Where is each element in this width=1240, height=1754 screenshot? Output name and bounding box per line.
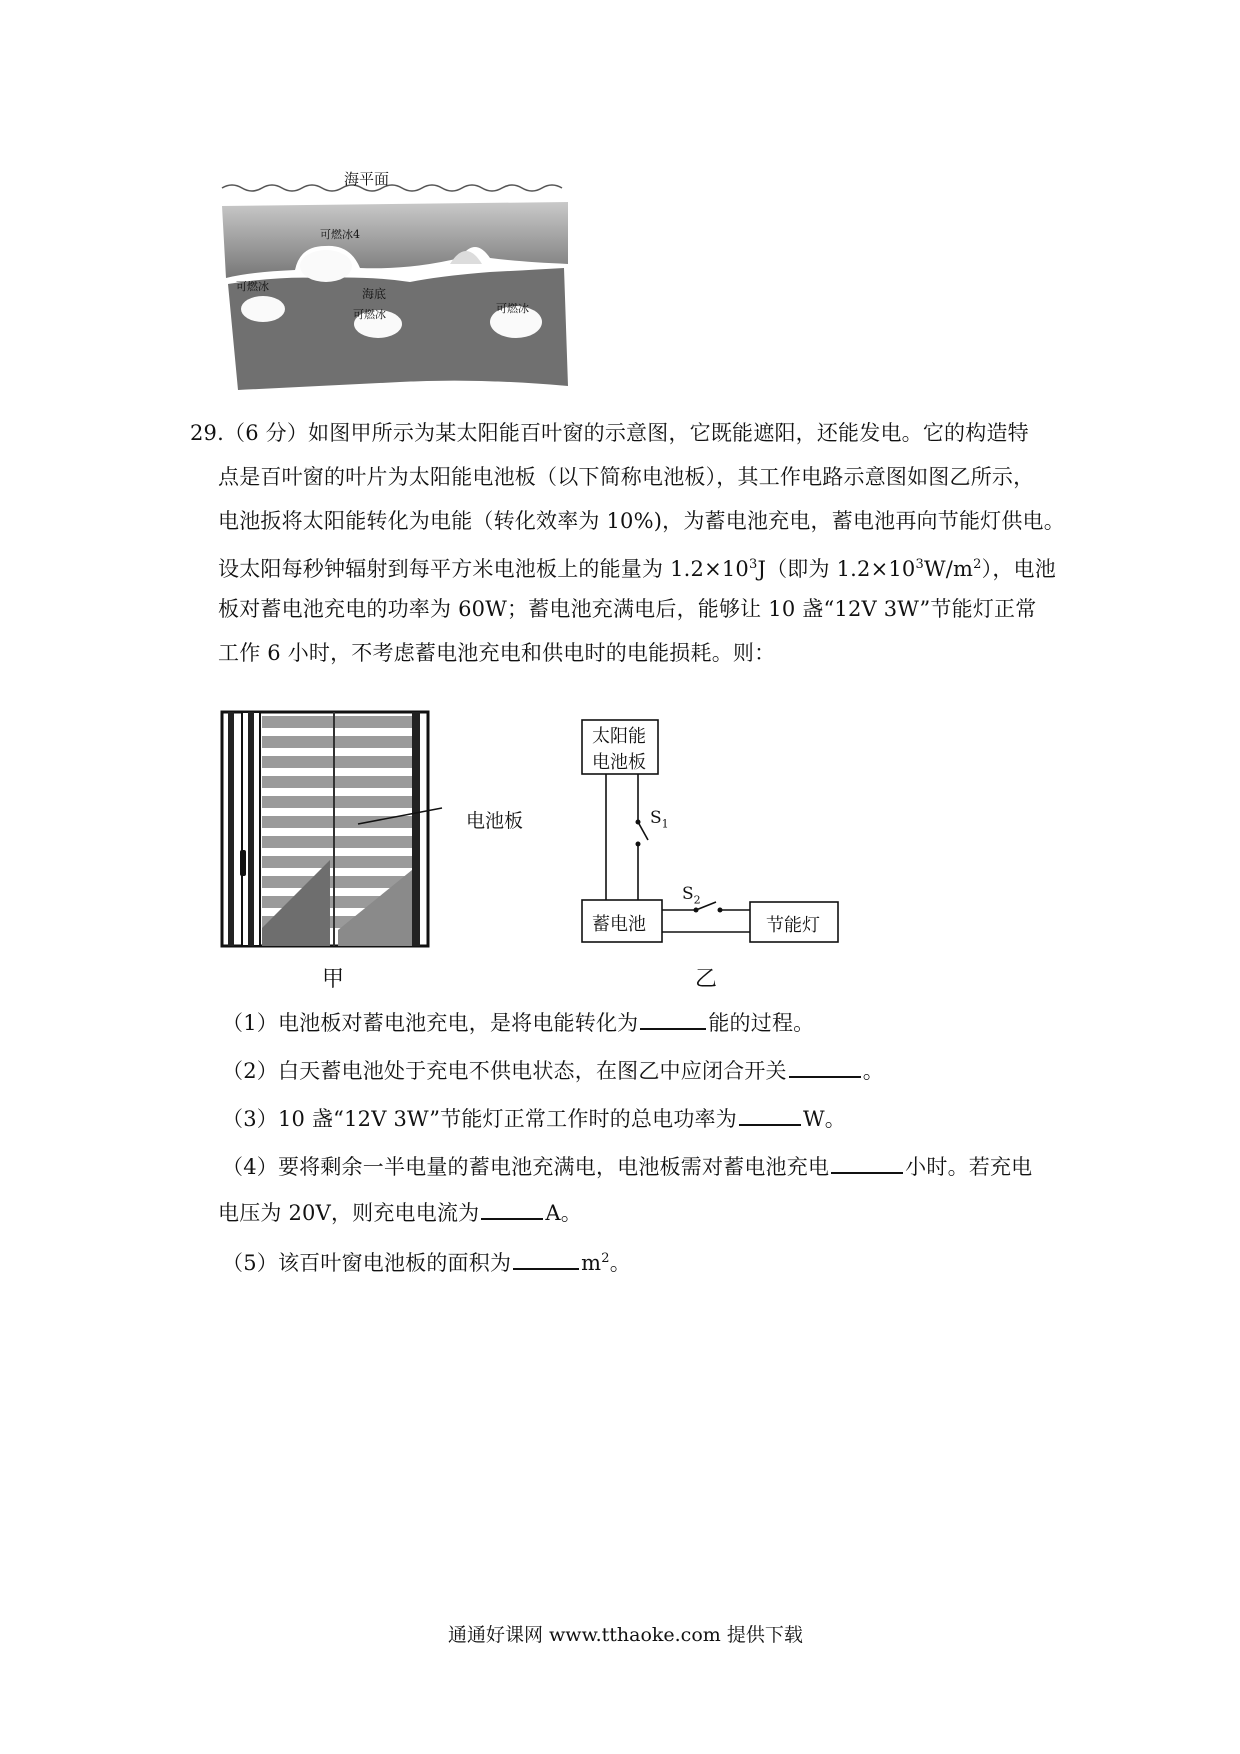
figure-jia-caption: 甲 xyxy=(322,967,345,992)
switch-s1-label xyxy=(650,808,669,830)
question-text-4a: 设太阳每秒钟辐射到每平方米电池板上的能量为 1.2×10 xyxy=(218,557,749,581)
answer-blank-3[interactable] xyxy=(739,1102,801,1126)
unit-superscript: 2 xyxy=(601,1251,610,1266)
sub-question-4-text: （4）要将剩余一半电量的蓄电池充满电，电池板需对蓄电池充电 xyxy=(222,1155,830,1179)
switch-s2-letter: S xyxy=(682,884,694,904)
sub-question-5 xyxy=(222,1244,631,1278)
question-line-1 xyxy=(190,418,1029,448)
switch-s1-subscript: 1 xyxy=(661,817,669,831)
solar-panel-label-2: 电池板 xyxy=(592,752,646,773)
page-footer: 通通好课网 www.tthaoke.com 提供下载 xyxy=(448,1624,803,1646)
unit-m: m xyxy=(581,1251,602,1275)
question-line-3: 电池扳将太阳能转化为电能（转化效率为 10%)，为蓄电池充电，蓄电池再向节能灯供电。 xyxy=(218,509,1065,533)
answer-blank-2[interactable] xyxy=(789,1054,861,1078)
answer-blank-4a[interactable] xyxy=(831,1150,903,1174)
figure-yi xyxy=(570,710,870,960)
switch-s1-letter: S xyxy=(650,808,662,828)
question-text-4d: ），电池 xyxy=(981,557,1056,581)
hydrate-label-top: 可燃冰4 xyxy=(320,228,360,241)
seabed-figure xyxy=(220,172,570,390)
hydrate-label-right: 可燃冰 xyxy=(496,302,529,315)
question-text-4c: W/m xyxy=(923,557,974,581)
sea-level-label: 海平面 xyxy=(344,170,390,188)
question-points: （6 分） xyxy=(224,421,309,445)
switch-s2-label xyxy=(682,884,701,906)
superscript-2: 2 xyxy=(973,557,982,572)
sub-question-4-cont xyxy=(218,1196,582,1228)
question-line-4 xyxy=(218,550,1056,584)
battery-label: 蓄电池 xyxy=(592,914,646,935)
sub-question-4-tail-2: A。 xyxy=(545,1201,582,1225)
seabed-illustration xyxy=(220,172,570,390)
sub-question-2 xyxy=(222,1054,884,1086)
sub-question-5-text: （5）该百叶窗电池板的面积为 xyxy=(222,1251,512,1275)
sub-question-1 xyxy=(222,1006,814,1038)
figure-yi-caption: 乙 xyxy=(695,967,718,992)
answer-blank-4b[interactable] xyxy=(481,1196,543,1220)
seabed-label: 海底 xyxy=(362,287,387,301)
hydrate-label-left: 可燃冰 xyxy=(236,280,269,293)
question-number: 29. xyxy=(190,421,224,445)
sub-question-2-text: （2）白天蓄电池处于充电不供电状态，在图乙中应闭合开关 xyxy=(222,1059,787,1083)
answer-blank-5[interactable] xyxy=(513,1246,579,1270)
sub-question-5-tail: 。 xyxy=(609,1251,631,1275)
answer-blank-1[interactable] xyxy=(640,1006,706,1030)
sub-question-3-tail: W。 xyxy=(802,1107,846,1131)
question-text-4b: J（即为 1.2×10 xyxy=(757,557,916,581)
switch-s2-subscript: 2 xyxy=(693,893,701,907)
superscript-3b: 3 xyxy=(915,557,924,572)
sub-question-3-text: （3）10 盏“12V 3W”节能灯正常工作时的总电功率为 xyxy=(222,1107,737,1131)
sub-question-1-text: （1）电池板对蓄电池充电，是将电能转化为 xyxy=(222,1011,639,1035)
question-line-6: 工作 6 小时，不考虑蓄电池充电和供电时的电能损耗。则： xyxy=(218,641,776,665)
sub-question-1-tail: 能的过程。 xyxy=(708,1011,815,1035)
hydrate-label-mid: 可燃冰 xyxy=(353,308,386,321)
sub-question-4-tail: 小时。若充电 xyxy=(905,1155,1033,1179)
question-line-5: 板对蓄电池充电的功率为 60W；蓄电池充满电后，能够让 10 盏“12V 3W”节能灯正常 xyxy=(218,597,1037,621)
question-line-2: 点是百叶窗的叶片为太阳能电池板（以下简称电池板），其工作电路示意图如图乙所示， xyxy=(218,465,1035,489)
solar-blind-illustration xyxy=(220,710,460,950)
sub-question-2-tail: 。 xyxy=(862,1059,884,1083)
question-text-1: 如图甲所示为某太阳能百叶窗的示意图，它既能遮阳，还能发电。它的构造特 xyxy=(308,421,1029,445)
lamp-label: 节能灯 xyxy=(766,915,820,936)
sub-question-4 xyxy=(222,1150,1032,1182)
sub-question-3 xyxy=(222,1102,846,1134)
superscript-3a: 3 xyxy=(749,557,758,572)
sub-question-4-text-2: 电压为 20V，则充电电流为 xyxy=(218,1201,480,1225)
battery-panel-callout: 电池板 xyxy=(466,810,524,832)
solar-panel-label-1: 太阳能 xyxy=(592,726,646,747)
